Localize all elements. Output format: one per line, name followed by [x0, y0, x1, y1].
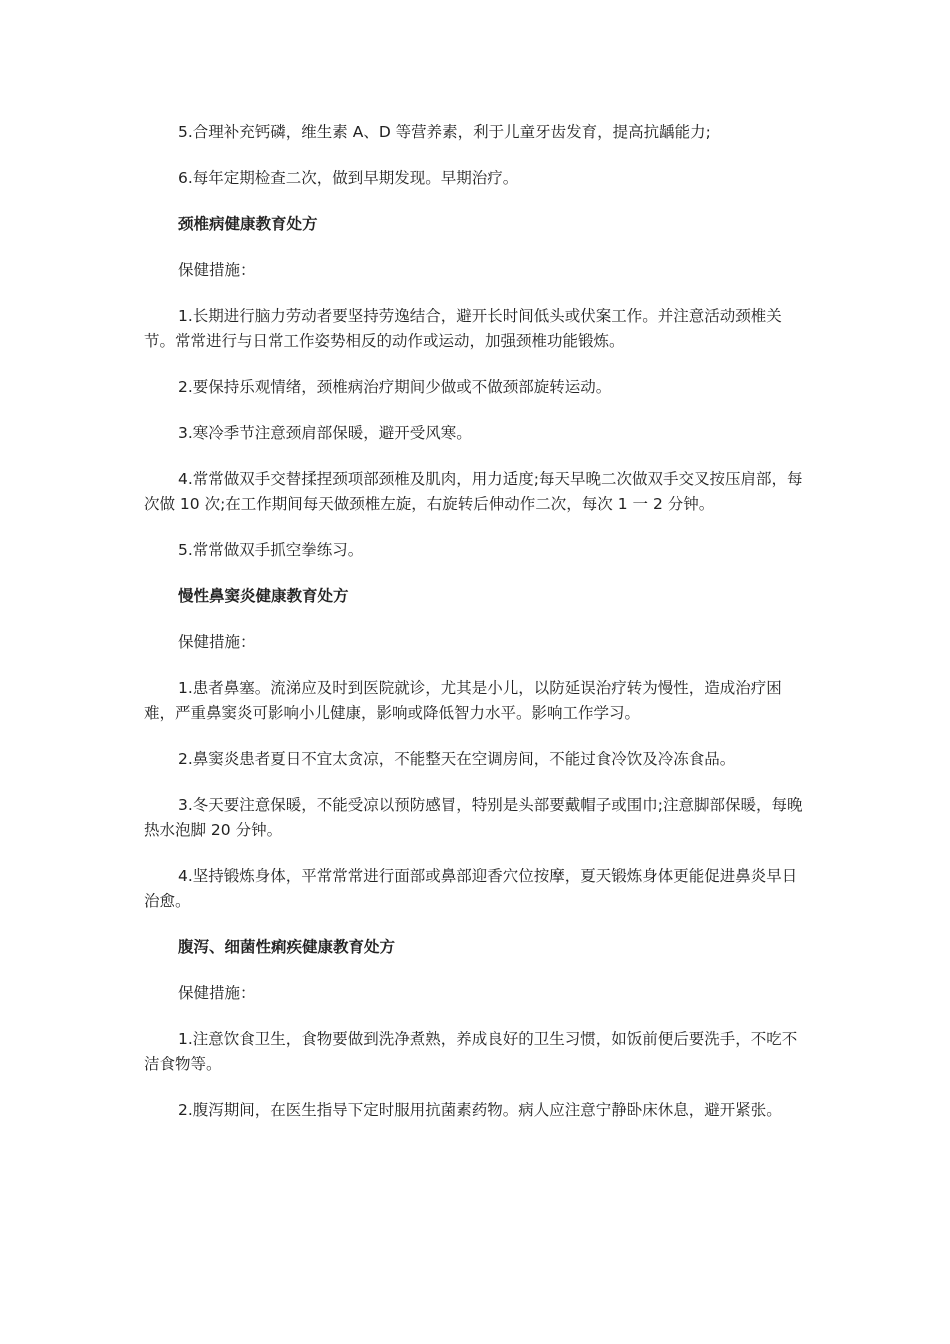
- list-item: 5.常常做双手抓空拳练习。: [178, 541, 364, 559]
- section-title: 慢性鼻窦炎健康教育处方: [178, 587, 349, 605]
- list-item: 2.要保持乐观情绪，颈椎病治疗期间少做或不做颈部旋转运动。: [178, 378, 612, 396]
- section-diarrhea-dysentery: [144, 935, 808, 1123]
- list-item: 4.坚持锻炼身体，平常常常进行面部或鼻部迎香穴位按摩，夏天锻炼身体更能促进鼻炎早日治愈。: [144, 867, 798, 910]
- list-item: 4.常常做双手交替揉捏颈项部颈椎及肌肉，用力适度;每天早晚二次做双手交叉按压肩部，每次做 10 次;在工作期间每天做颈椎左旋，右旋转后伸动作二次，每次 1 一 2 分钟。: [144, 470, 803, 513]
- list-item: 1.患者鼻塞。流涕应及时到医院就诊，尤其是小儿，以防延误治疗转为慢性，造成治疗困难，严重鼻窦炎可影响小儿健康，影响或降低智力水平。影响工作学习。: [144, 679, 782, 722]
- document-body: [144, 120, 808, 1144]
- list-item: 3.寒冷季节注意颈肩部保暖，避开受风寒。: [178, 424, 472, 442]
- section-subtitle: 保健措施：: [178, 261, 256, 279]
- section-subtitle: 保健措施：: [178, 633, 256, 651]
- list-item: 1.长期进行脑力劳动者要坚持劳逸结合，避开长时间低头或伏案工作。并注意活动颈椎关节。常常进行与日常工作姿势相反的动作或运动，加强颈椎功能锻炼。: [144, 307, 782, 350]
- list-item: 2.腹泻期间，在医生指导下定时服用抗菌素药物。病人应注意宁静卧床休息，避开紧张。: [178, 1101, 782, 1119]
- list-item: 3.冬天要注意保暖，不能受凉以预防感冒，特别是头部要戴帽子或围巾;注意脚部保暖，每晚热水泡脚 20 分钟。: [144, 796, 803, 839]
- section-cervical-spondylosis: [144, 212, 808, 563]
- list-item: 2.鼻窦炎患者夏日不宜太贪凉，不能整天在空调房间，不能过食冷饮及冷冻食品。: [178, 750, 736, 768]
- section-title: 腹泻、细菌性痢疾健康教育处方: [178, 938, 396, 956]
- list-item: 1.注意饮食卫生，食物要做到洗净煮熟，养成良好的卫生习惯，如饭前便后要洗手，不吃不洁食物等。: [144, 1030, 798, 1073]
- section-chronic-sinusitis: [144, 584, 808, 914]
- section-title: 颈椎病健康教育处方: [178, 215, 318, 233]
- intro-item: 6.每年定期检查二次，做到早期发现。早期治疗。: [178, 169, 519, 187]
- intro-item: 5.合理补充钙磷，维生素 A、D 等营养素，利于儿童牙齿发育，提高抗龋能力;: [178, 123, 711, 141]
- section-subtitle: 保健措施：: [178, 984, 256, 1002]
